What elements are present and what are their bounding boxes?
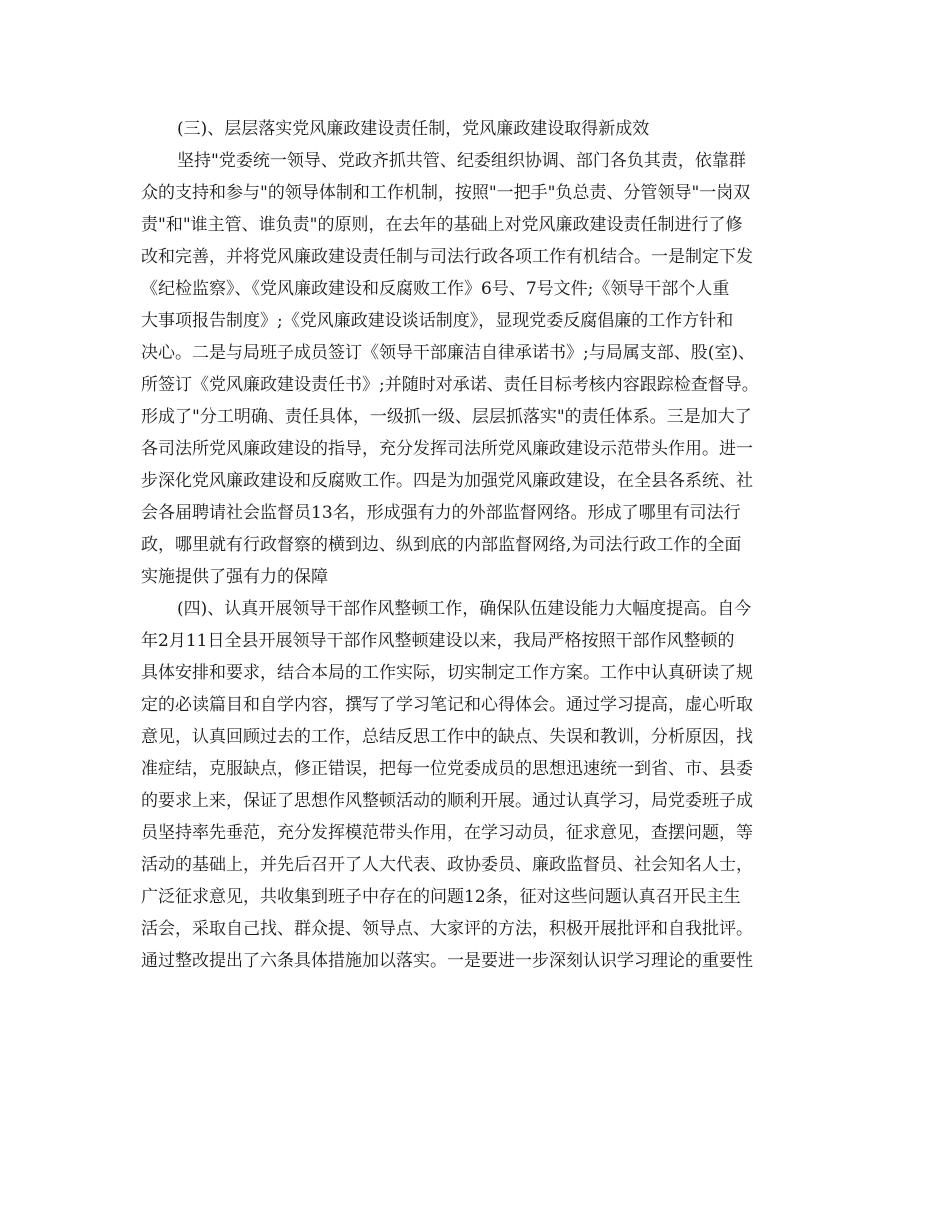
paragraph-line: 改和完善，并将党风廉政建设责任制与司法行政各项工作有机结合。一是制定下发 [141, 247, 753, 267]
paragraph-line: 活会，采取自己找、群众提、领导点、大家评的方法，积极开展批评和自我批评。 [141, 919, 753, 939]
paragraph-line: 步深化党风廉政建设和反腐败工作。四是为加强党风廉政建设，在全县各系统、社 [141, 471, 753, 491]
paragraph-line: 活动的基础上，并先后召开了人大代表、政协委员、廉政监督员、社会知名人士， [141, 855, 753, 875]
paragraph-line: 通过整改提出了六条具体措施加以落实。一是要进一步深刻认识学习理论的重要性 [141, 951, 753, 971]
paragraph-line: 广泛征求意见，共收集到班子中存在的问题12条，征对这些问题认真召开民主生 [141, 887, 741, 907]
paragraph-line: 坚持"党委统一领导、党政齐抓共管、纪委组织协调、部门各负其责，依靠群 [177, 151, 746, 171]
paragraph-line: 责"和"谁主管、谁负责"的原则，在去年的基础上对党风廉政建设责任制进行了修 [141, 215, 743, 235]
section-3-heading: (三)、层层落实党风廉政建设责任制，党风廉政建设取得新成效 [177, 119, 650, 139]
paragraph-line: 员坚持率先垂范，充分发挥模范带头作用，在学习动员，征求意见，查摆问题，等 [141, 823, 753, 843]
document-body [141, 113, 821, 977]
paragraph-line: 大事项报告制度》;《党风廉政建设谈话制度》，显现党委反腐倡廉的工作方针和 [141, 311, 734, 331]
paragraph-line: 形成了"分工明确、责任具体，一级抓一级、层层抓落实"的责任体系。三是加大了 [141, 407, 752, 427]
paragraph-line: 具体安排和要求，结合本局的工作实际，切实制定工作方案。工作中认真研读了规 [141, 663, 753, 683]
paragraph-line: 意见，认真回顾过去的工作，总结反思工作中的缺点、失误和教训，分析原因，找 [141, 727, 753, 747]
paragraph-line: 年2月11日全县开展领导干部作风整顿建设以来，我局严格按照干部作风整顿的 [141, 631, 735, 651]
paragraph-line: 众的支持和参与"的领导体制和工作机制，按照"一把手"负总责、分管领导"一岗双 [141, 183, 751, 203]
paragraph-line: 政，哪里就有行政督察的横到边、纵到底的内部监督网络,为司法行政工作的全面 [141, 535, 742, 555]
paragraph-line: 准症结，克服缺点，修正错误，把每一位党委成员的思想迅速统一到省、市、县委 [141, 759, 753, 779]
paragraph-line: 定的必读篇目和自学内容，撰写了学习笔记和心得体会。通过学习提高，虚心听取 [141, 695, 753, 715]
paragraph-line: 会各届聘请社会监督员13名，形成强有力的外部监督网络。形成了哪里有司法行 [141, 503, 741, 523]
paragraph-line: 的要求上来，保证了思想作风整顿活动的顺利开展。通过认真学习，局党委班子成 [141, 791, 753, 811]
paragraph-line: 各司法所党风廉政建设的指导，充分发挥司法所党风廉政建设示范带头作用。进一 [141, 439, 753, 459]
paragraph-line: 实施提供了强有力的保障 [141, 567, 328, 587]
section-4-heading: (四)、认真开展领导干部作风整顿工作，确保队伍建设能力大幅度提高。自今 [177, 599, 752, 619]
paragraph-line: 决心。二是与局班子成员签订《领导干部廉洁自律承诺书》;与局属支部、股(室)、 [141, 343, 755, 363]
paragraph-line: 《纪检监察》、《党风廉政建设和反腐败工作》6号、7号文件;《领导干部个人重 [141, 279, 730, 299]
paragraph-line: 所签订《党风廉政建设责任书》;并随时对承诺、责任目标考核内容跟踪检查督导。 [141, 375, 759, 395]
